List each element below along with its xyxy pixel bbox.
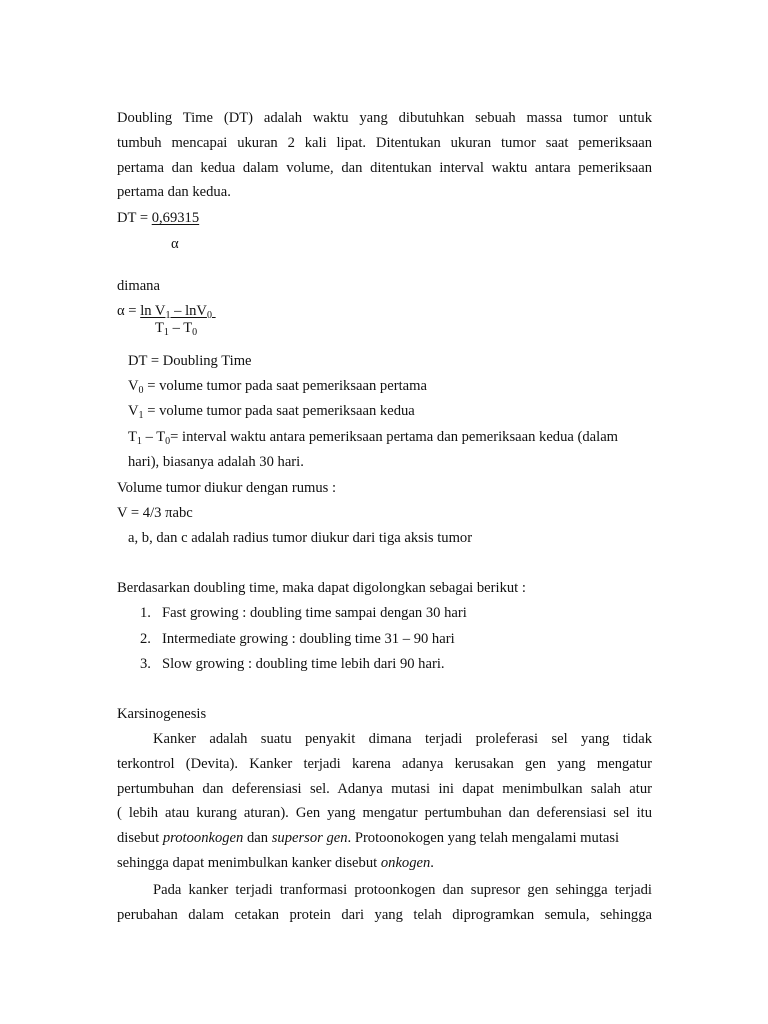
list-text: Intermediate growing : doubling time 31 – 90 hari	[162, 631, 455, 647]
definition-v1: $V_1$ = volume tumor pada saat pemeriksaan kedua	[128, 403, 415, 421]
section-heading-karsinogenesis: Karsinogenesis	[117, 706, 207, 722]
volume-note: a, b, dan c adalah radius tumor diukur dari tiga aksis tumor	[128, 530, 473, 546]
text-line: sehingga dapat menimbulkan kanker disebut onkogen.	[117, 854, 434, 871]
dt-formula-numerator: 0,69315	[151, 210, 200, 226]
alpha-formula: $\alpha = \ln V_1 - \ln V_0$	[117, 302, 216, 320]
karsinogenesis-paragraph-2	[117, 878, 652, 928]
dimana-label: dimana	[117, 278, 160, 294]
list-number: 2.	[140, 631, 151, 647]
text-line: Pada kanker terjadi tranformasi protoonkogen dan supresor gen sehingga terjadi	[153, 882, 652, 898]
alpha-formula-denominator: $T_1 - T_0$	[155, 320, 198, 338]
definition-v0: $V_0$ = volume tumor pada saat pemeriksaan pertama	[128, 378, 427, 396]
volume-formula: V = 4/3 πabc	[117, 505, 193, 521]
list-item	[140, 604, 467, 622]
dt-intro-paragraph	[117, 106, 652, 205]
text-line: tumbuh mencapai ukuran 2 kali lipat. Ditentukan ukuran tumor saat pemeriksaan	[117, 134, 652, 151]
text-line: Kanker adalah suatu penyakit dimana terjadi proleferasi sel yang tidak	[153, 731, 652, 747]
list-item	[140, 655, 445, 673]
list-text: Slow growing : doubling time lebih dari 90 hari.	[162, 656, 445, 672]
definition-t: $T_1 - T_0=$ interval waktu antara pemeriksaan pertama dan pemeriksaan kedua (dalam	[128, 429, 619, 447]
list-number: 3.	[140, 656, 151, 672]
karsinogenesis-paragraph-1	[117, 727, 652, 876]
definition-t-continued: hari), biasanya adalah 30 hari.	[128, 454, 304, 470]
list-text: Fast growing : doubling time sampai dengan 30 hari	[162, 605, 467, 621]
dt-formula: DT = 0,69315	[117, 210, 200, 226]
classification-intro: Berdasarkan doubling time, maka dapat digolongkan sebagai berikut :	[117, 580, 526, 596]
text-line: disebut protoonkogen dan supersor gen. Protoonokogen yang telah mengalami mutasi	[117, 830, 620, 847]
volume-intro: Volume tumor diukur dengan rumus :	[117, 480, 337, 496]
dt-formula-denominator: α	[171, 236, 179, 252]
text-line: terkontrol (Devita). Kanker terjadi karena adanya kerusakan gen yang mengatur	[117, 755, 652, 772]
text-line: ( lebih atau kurang aturan). Gen yang mengatur pertumbuhan dan deferensiasi sel itu	[117, 805, 652, 822]
text-line: pertama dan kedua dalam volume, dan ditentukan interval waktu antara pemeriksaan	[117, 159, 652, 176]
alpha-formula-numerator: $\ln V_1 - \ln V_0$	[140, 303, 212, 321]
text-line: perubahan dalam cetakan protein dari yang telah diprogramkan semula, sehingga	[117, 906, 652, 923]
definition-dt: DT = Doubling Time	[128, 353, 252, 369]
text-line: pertumbuhan dan deferensiasi sel. Adanya mutasi ini dapat menimbulkan salah atur	[117, 780, 652, 797]
text-line: pertama dan kedua.	[117, 184, 231, 201]
list-number: 1.	[140, 605, 151, 621]
list-item	[140, 630, 455, 648]
text-line: Doubling Time (DT) adalah waktu yang dibutuhkan sebuah massa tumor untuk	[117, 110, 652, 126]
